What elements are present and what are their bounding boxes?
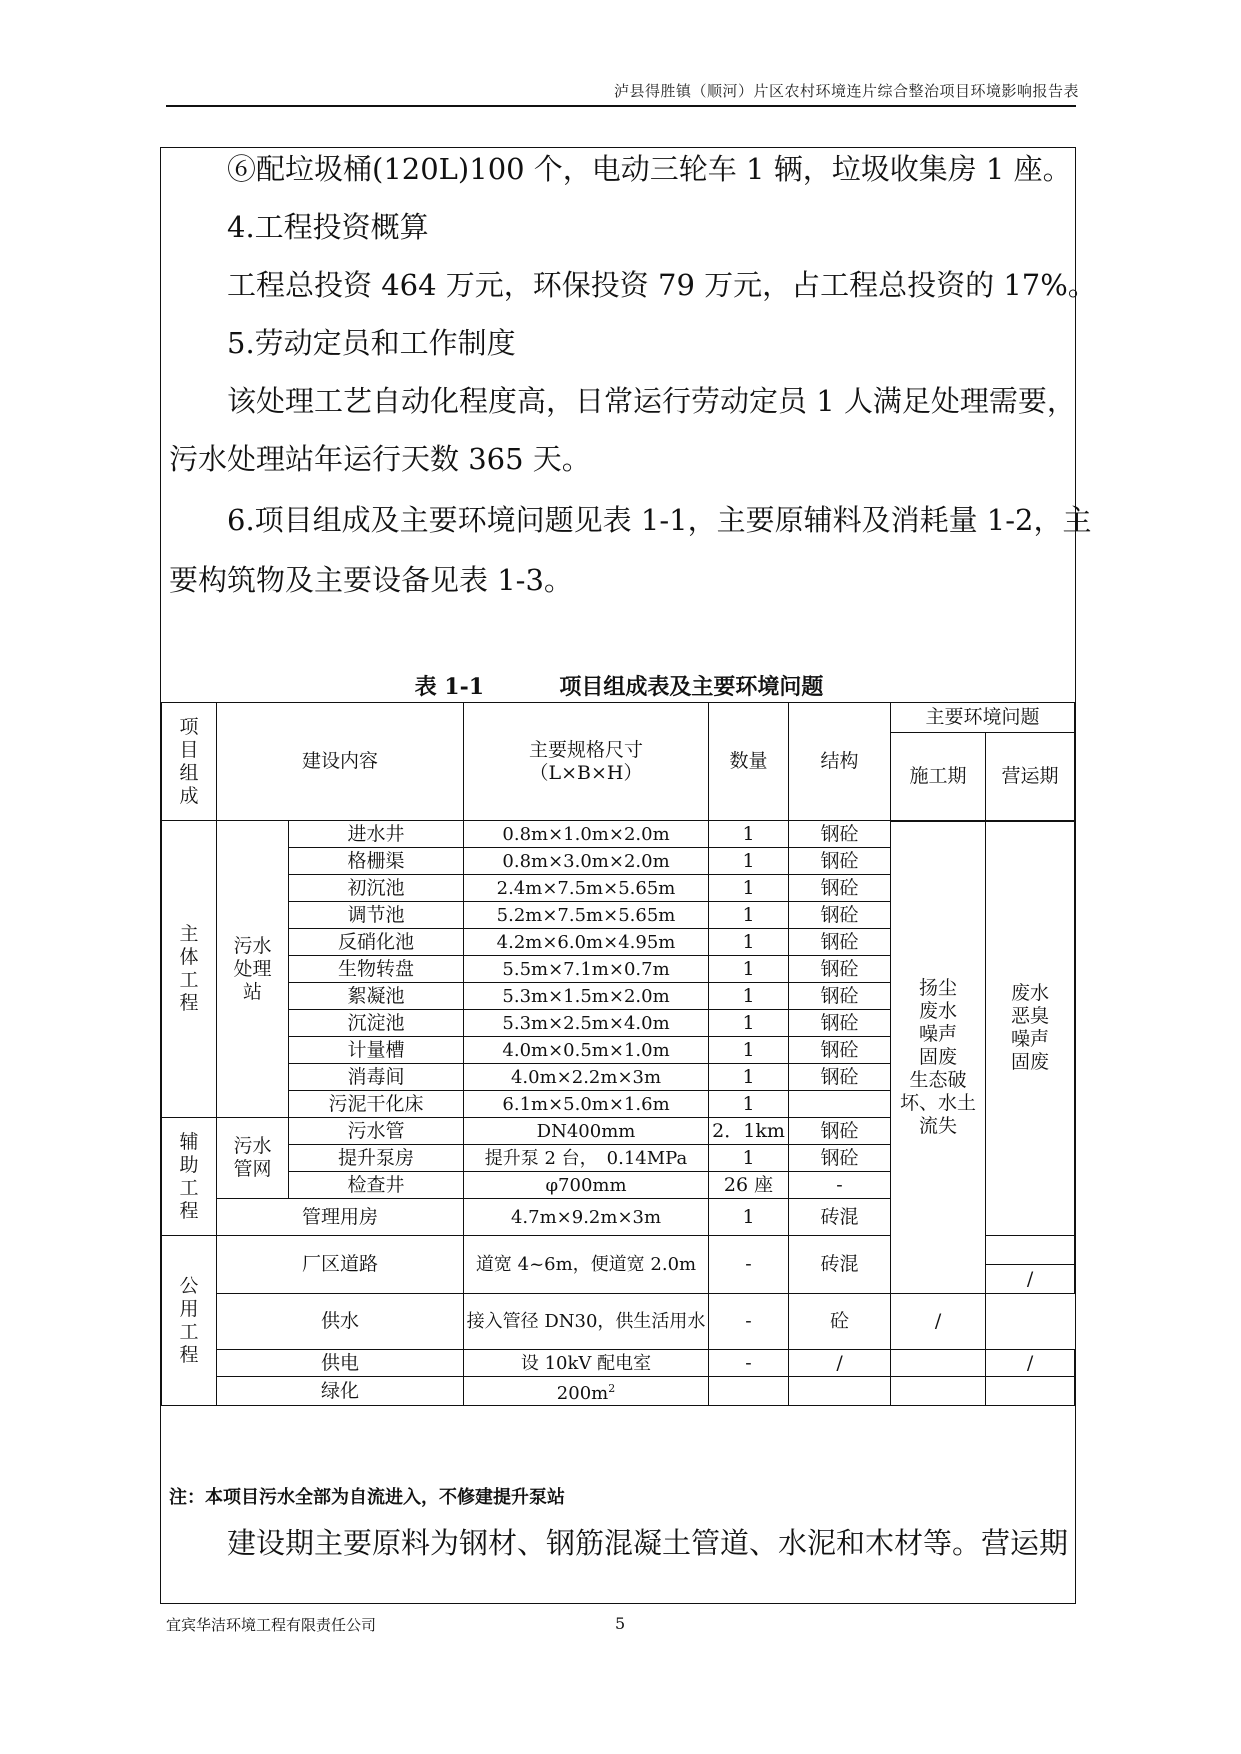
item-name: 絮凝池: [289, 983, 464, 1010]
item-spec: 4.2m×6.0m×4.95m: [464, 929, 709, 956]
item-struct: 砖混: [789, 1199, 891, 1236]
table-caption-title: 项目组成表及主要环境问题: [559, 674, 824, 700]
item-spec: 设 10kV 配电室: [464, 1350, 709, 1377]
item-name: 提升泵房: [289, 1145, 464, 1172]
table-row: [162, 1294, 1075, 1350]
item-spec: 接入管径 DN30，供生活用水: [464, 1294, 709, 1350]
item-spec: 0.8m×3.0m×2.0m: [464, 848, 709, 875]
table-row: [162, 1350, 1075, 1377]
header-spec-line1: 主要规格尺寸: [529, 738, 644, 761]
item-name: 格栅渠: [289, 848, 464, 875]
item-qty: 1: [709, 1145, 789, 1172]
item-struct: 钢砼: [789, 1145, 891, 1172]
item-name: 管理用房: [217, 1199, 464, 1236]
item-spec: φ700mm: [464, 1172, 709, 1199]
item-qty: 1: [709, 929, 789, 956]
item-qty: -: [709, 1236, 789, 1294]
item-spec: 2.4m×7.5m×5.65m: [464, 875, 709, 902]
item-spec: 4.0m×0.5m×1.0m: [464, 1037, 709, 1064]
table-row: [162, 1377, 1075, 1406]
item-qty: 1: [709, 983, 789, 1010]
item-struct: 钢砼: [789, 875, 891, 902]
item-spec: 提升泵 2 台， 0.14MPa: [464, 1145, 709, 1172]
project-composition-table: [161, 702, 1075, 1406]
item-qty: 1: [709, 902, 789, 929]
header-qty: 数量: [709, 703, 789, 821]
operation-empty-cell: [986, 1377, 1075, 1406]
paragraph-staffing-1: 该处理工艺自动化程度高，日常运行劳动定员 1 人满足处理需要，: [227, 384, 1076, 418]
header-content: 建设内容: [217, 703, 464, 821]
item-qty: 26 座: [709, 1172, 789, 1199]
item-spec: 5.2m×7.5m×5.65m: [464, 902, 709, 929]
item-struct: [789, 1091, 891, 1118]
item-name: 污水管: [289, 1118, 464, 1145]
item-struct: -: [789, 1172, 891, 1199]
item-struct: 钢砼: [789, 902, 891, 929]
header-group: 项 目 组 成: [162, 703, 217, 821]
item-spec: 0.8m×1.0m×2.0m: [464, 821, 709, 848]
sub-network: 污水 管网: [217, 1118, 289, 1199]
item-spec: DN400mm: [464, 1118, 709, 1145]
item-qty: 1: [709, 956, 789, 983]
item-qty: -: [709, 1294, 789, 1350]
item-name: 检查井: [289, 1172, 464, 1199]
construction-issues: 扬尘 废水 噪声 固废 生态破 坏、水土 流失: [891, 821, 986, 1294]
header-operation: 营运期: [986, 733, 1075, 821]
item-struct: 钢砼: [789, 956, 891, 983]
item-name: 供电: [217, 1350, 464, 1377]
item-name: 沉淀池: [289, 1010, 464, 1037]
item-name: 初沉池: [289, 875, 464, 902]
item-qty: 1: [709, 1064, 789, 1091]
item-spec: 5.5m×7.1m×0.7m: [464, 956, 709, 983]
header-struct: 结构: [789, 703, 891, 821]
item-qty: 2．1km: [709, 1118, 789, 1145]
group-aux: 辅 助 工 程: [162, 1118, 217, 1236]
content-frame: [160, 147, 1097, 1604]
paragraph-composition-1: 6.项目组成及主要环境问题见表 1-1，主要原辅料及消耗量 1-2，主: [227, 503, 1092, 537]
item-name: 消毒间: [289, 1064, 464, 1091]
item-qty: 1: [709, 821, 789, 848]
item-name: 供水: [217, 1294, 464, 1350]
item-qty: 1: [709, 1199, 789, 1236]
item-struct: 砼: [789, 1294, 891, 1350]
paragraph-composition-2: 要构筑物及主要设备见表 1-3。: [169, 563, 573, 597]
paragraph-equipment: ⑥配垃圾桶(120L)100 个，电动三轮车 1 辆，垃圾收集房 1 座。: [227, 152, 1072, 186]
item-name: 污泥干化床: [289, 1091, 464, 1118]
item-spec: 6.1m×5.0m×1.6m: [464, 1091, 709, 1118]
item-spec: 5.3m×2.5m×4.0m: [464, 1010, 709, 1037]
item-spec: 5.3m×1.5m×2.0m: [464, 983, 709, 1010]
item-struct: 钢砼: [789, 1010, 891, 1037]
table-caption: [161, 670, 1077, 701]
item-spec: [464, 1377, 709, 1406]
item-struct: [789, 1377, 891, 1406]
item-spec: 道宽 4~6m，便道宽 2.0m: [464, 1236, 709, 1294]
header-spec: [464, 703, 709, 821]
item-struct: 钢砼: [789, 1037, 891, 1064]
construction-empty-cell: [891, 1377, 986, 1406]
item-spec: 4.0m×2.2m×3m: [464, 1064, 709, 1091]
item-qty: 1: [709, 848, 789, 875]
group-public: 公 用 工 程: [162, 1236, 217, 1406]
table-header-row: [162, 703, 1075, 733]
item-struct: 钢砼: [789, 848, 891, 875]
item-struct: /: [789, 1350, 891, 1377]
operation-cell: /: [891, 1294, 986, 1350]
header-rule: [166, 105, 1076, 107]
item-qty: 1: [709, 1010, 789, 1037]
construction-empty-cell: [891, 1350, 986, 1377]
item-qty: 1: [709, 875, 789, 902]
item-struct: 钢砼: [789, 929, 891, 956]
operation-issues: 废水 恶臭 噪声 固废: [986, 821, 1075, 1236]
table-caption-number: 表 1-1: [414, 674, 485, 700]
footer-company: 宜宾华洁环境工程有限责任公司: [166, 1616, 377, 1634]
item-name: 绿化: [217, 1377, 464, 1406]
green-area-value: 200m: [556, 1383, 609, 1404]
paragraph-staffing-2: 污水处理站年运行天数 365 天。: [169, 442, 591, 476]
operation-cell: /: [986, 1265, 1075, 1294]
table-note: 注：本项目污水全部为自流进入，不修建提升泵站: [169, 1487, 565, 1508]
item-struct: 钢砼: [789, 1118, 891, 1145]
heading-staffing: 5.劳动定员和工作制度: [227, 326, 516, 360]
item-struct: 钢砼: [789, 821, 891, 848]
header-construction: 施工期: [891, 733, 986, 821]
item-name: 厂区道路: [217, 1236, 464, 1294]
item-struct: 钢砼: [789, 1064, 891, 1091]
item-name: 反硝化池: [289, 929, 464, 956]
sub-wwtp: 污水 处理 站: [217, 821, 289, 1118]
table-row: [162, 821, 1075, 848]
paragraph-investment: 工程总投资 464 万元，环保投资 79 万元，占工程总投资的 17%。: [227, 268, 1097, 302]
item-qty: -: [709, 1350, 789, 1377]
item-qty: 1: [709, 1037, 789, 1064]
group-main: 主 体 工 程: [162, 821, 217, 1118]
item-name: 计量槽: [289, 1037, 464, 1064]
item-struct: 钢砼: [789, 983, 891, 1010]
heading-investment: 4.工程投资概算: [227, 210, 429, 244]
header-spec-line2: （L×B×H）: [529, 761, 643, 784]
operation-empty-cell: [986, 1236, 1075, 1265]
item-spec: 4.7m×9.2m×3m: [464, 1199, 709, 1236]
header-env-issues: 主要环境问题: [891, 703, 1075, 733]
green-area-unit-exponent: 2: [608, 1382, 616, 1395]
item-name: 调节池: [289, 902, 464, 929]
item-name: 生物转盘: [289, 956, 464, 983]
item-qty: 1: [709, 1091, 789, 1118]
item-qty: [709, 1377, 789, 1406]
document-header-title: 泸县得胜镇（顺河）片区农村环境连片综合整治项目环境影响报告表: [613, 82, 1079, 100]
item-struct: 砖混: [789, 1236, 891, 1294]
operation-cell: /: [986, 1350, 1075, 1377]
item-name: 进水井: [289, 821, 464, 848]
paragraph-raw-materials: 建设期主要原料为钢材、钢筋混凝土管道、水泥和木材等。营运期: [227, 1526, 1069, 1560]
page-number: 5: [615, 1614, 626, 1633]
